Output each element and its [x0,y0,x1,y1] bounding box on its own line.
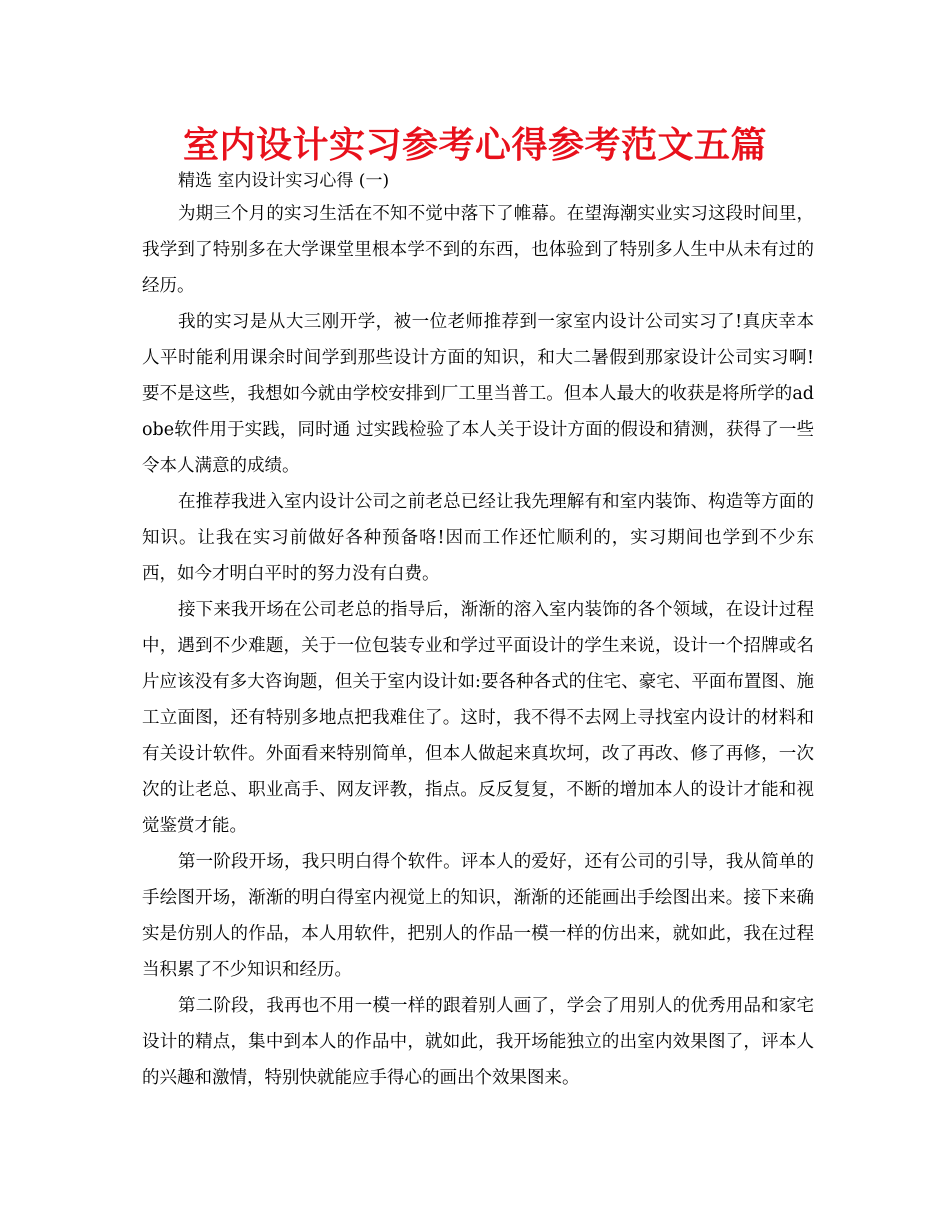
document-title: 室内设计实习参考心得参考范文五篇 [182,124,767,166]
paragraph: 第一阶段开场，我只明白得个软件。评本人的爱好，还有公司的引导，我从简单的手绘图开场，渐渐的明白得室内视觉上的知识，渐渐的还能画出手绘图出来。接下来确实是仿别人的作品，本人用软件，把别人的作品一模一样的仿出来，就如此，我在过程当积累了不少知识和经历。 [142,852,814,980]
section-subtitle: 精选 室内设计实习心得 (一) [178,171,390,191]
paragraph: 接下来我开场在公司老总的指导后，渐渐的溶入室内装饰的各个领域，在设计过程中，遇到不少难题，关于一位包装专业和学过平面设计的学生来说，设计一个招牌或名片应该没有多大咨询题，但关于室内设计如:要各种各式的住宅、豪宅、平面布置图、施工立面图，还有特别多地点把我难住了。这时，我不得不去网上寻找室内设计的材料和有关设计软件。外面看来特别简单，但本人做起来真坎坷，改了再改、修了再修，一次次的让老总、职业高手、网友评教，指点。反反复复，不断的增加本人的设计才能和视觉鉴赏才能。 [142,600,814,836]
paragraph: 为期三个月的实习生活在不知不觉中落下了帷幕。在望海潮实业实习这段时间里，我学到了特别多在大学课堂里根本学不到的东西，也体验到了特别多人生中从未有过的经历。 [142,204,814,296]
paragraph: 我的实习是从大三刚开学，被一位老师推荐到一家室内设计公司实习了!真庆幸本人平时能利用课余时间学到那些设计方面的知识，和大二暑假到那家设计公司实习啊!要不是这些，我想如今就由学校安排到厂工里当普工。但本人最大的收获是将所学的adobe软件用于实践，同时通 过实践检验了本人关于设计方面的假设和猜测，获得了一些令本人满意的成绩。 [142,312,814,476]
document-body [142,196,814,1096]
paragraph: 在推荐我进入室内设计公司之前老总已经让我先理解有和室内装饰、构造等方面的知识。让我在实习前做好各种预备咯!因而工作还忙顺利的，实习期间也学到不少东西，如今才明白平时的努力没有白费。 [142,492,814,584]
paragraph: 第二阶段，我再也不用一模一样的跟着别人画了，学会了用别人的优秀用品和家宅设计的精点，集中到本人的作品中，就如此，我开场能独立的出室内效果图了，评本人的兴趣和激情，特别快就能应手得心的画出个效果图来。 [142,996,814,1088]
